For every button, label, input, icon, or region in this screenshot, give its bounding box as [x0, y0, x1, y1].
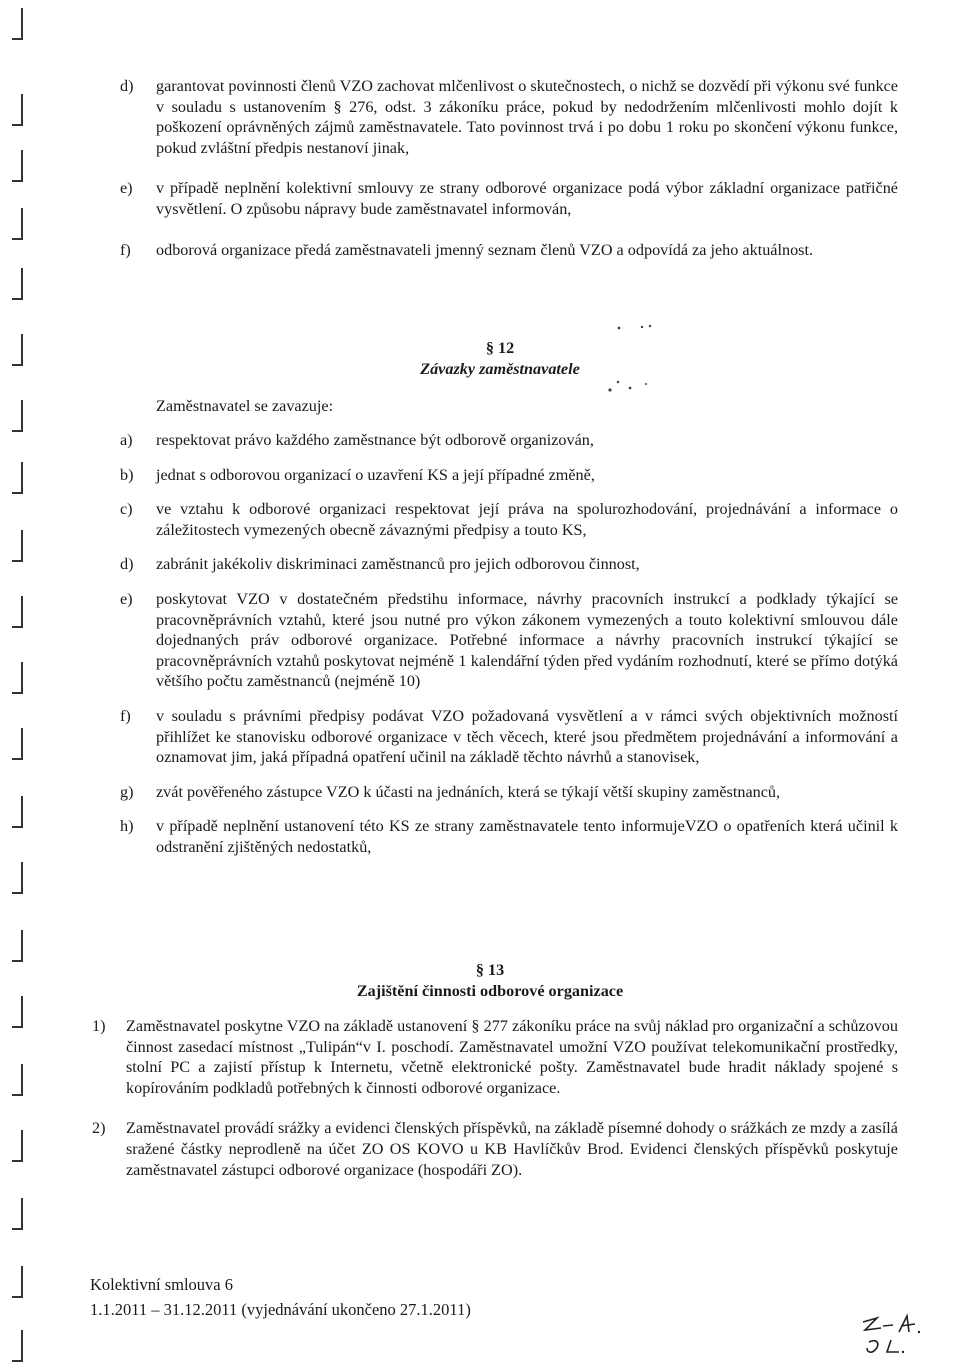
- list-marker: d): [120, 555, 134, 574]
- list-item-text: Zaměstnavatel poskytne VZO na základě ustanovení § 277 zákoníku práce na svůj náklad pro organizační a schůzovou činnost zasedací místnost „Tulipán“v I. poschodí. Zaměstnavatel umožní VZO používat telekomunikační prostředky, stolní PC a zajistí přístup k Internetu, včetně elektronické pošty. Zaměstnavatel bude hradit náklady spojené s kopírováním podkladů potřebných k činnosti odborové organizace.: [126, 1017, 898, 1097]
- section-13-heading: [10, 960, 960, 1001]
- list-marker: f): [120, 706, 131, 725]
- handwritten-initials: [855, 1308, 935, 1358]
- list-item: [120, 816, 898, 857]
- section-title: Závazky zaměstnavatele: [420, 359, 580, 378]
- list-item-text: v případě neplnění ustanovení této KS ze strany zaměstnavatele tento informujeVZO o opatřeních která učinil k odstranění zjištěných nedostatků,: [156, 817, 898, 856]
- section-number: § 13: [475, 961, 505, 979]
- list-marker: a): [120, 431, 133, 449]
- list-marker: 2): [92, 1119, 106, 1138]
- list-marker: e): [120, 179, 133, 198]
- list-item: [120, 76, 898, 158]
- footer-validity-period: 1.1.2011 – 31.12.2011 (vyjednávání ukončeno 27.1.2011): [90, 1300, 471, 1319]
- list-item: [120, 782, 898, 803]
- list-item: [120, 499, 898, 540]
- list-item: [92, 1016, 898, 1098]
- list-marker: d): [120, 77, 134, 95]
- union-activity-list: [92, 1016, 898, 1180]
- list-item: [120, 554, 898, 575]
- list-item: [120, 178, 898, 219]
- list-item: [92, 1118, 898, 1180]
- list-item-text: odborová organizace předá zaměstnavateli jmenný seznam členů VZO a odpovídá za jeho aktuálnost.: [156, 240, 814, 259]
- obligations-list-continued: [120, 76, 898, 260]
- section-number: § 12: [485, 339, 515, 357]
- list-item-text: v případě neplnění kolektivní smlouvy ze strany odborové organizace podá výbor základní organizace patřičné vysvětlení. O způsobu nápravy bude zaměstnavatel informován,: [156, 179, 898, 218]
- section-12-heading: [20, 338, 960, 379]
- list-item-text: poskytovat VZO v dostatečném předstihu informace, návrhy pracovních instrukcí a podklady týkající se pracovněprávních vztahů, které jsou nutné pro výkon zákonem vymezených a touto kolektivní smlouvou dále dojednaných práv odborové organizace. Potřebné informace a návrhy pracovních instrukcí týkající se pracovněprávních vztahů poskytovat nejméně 1 kalendářní týden před vydáním rozhodnutí, které se přímo dotýká většího počtu zaměstnanců (nejméně 10): [156, 589, 898, 691]
- margin-binding-marks: [0, 0, 40, 1364]
- list-item-text: respektovat právo každého zaměstnance být odborově organizován,: [156, 431, 594, 449]
- list-item: [120, 465, 898, 486]
- list-marker: c): [120, 500, 133, 519]
- list-marker: f): [120, 240, 131, 259]
- list-item: [120, 430, 898, 451]
- list-marker: 1): [92, 1017, 106, 1035]
- list-marker: b): [120, 465, 134, 484]
- list-item: [120, 240, 898, 261]
- list-item-text: zabránit jakékoliv diskriminaci zaměstnanců pro jejich odborovou činnost,: [156, 555, 640, 574]
- list-item-text: jednat s odborovou organizací o uzavření KS a její případné změně,: [156, 465, 595, 484]
- section-intro: Zaměstnavatel se zavazuje:: [156, 397, 334, 415]
- list-item-text: ve vztahu k odborové organizaci respektovat její práva na spolurozhodování, projednávání a informace o záležitostech vymezených obecně závaznými předpisy a touto KS,: [156, 500, 898, 539]
- list-item-text: v souladu s právními předpisy podávat VZO požadovaná vysvětlení a v rámci svých objektivních možností přihlížet ke stanovisku odborové organizace v těch věcech, které jsou předmětem projednávání a informování a oznamovat jim, jaká případná opatření učinil na základě těchto návrhů a stanovisek,: [156, 706, 898, 767]
- employer-obligations-list: [120, 430, 898, 858]
- list-item-text: zvát pověřeného zástupce VZO k účasti na jednáních, která se týkají větší skupiny zaměstnanců,: [156, 782, 781, 801]
- list-item-text: Zaměstnavatel provádí srážky a evidenci členských příspěvků, na základě písemné dohody o srážkách ze mzdy a zasílá sražené částky neprodleně na účet ZO OS KOVO u KB Havlíčkův Brod. Evidenci členských příspěvků poskytuje zaměstnavatel zástupci odborové organizace (hospodáři ZO).: [126, 1119, 898, 1179]
- section-title: Zajištění činnosti odborové organizace: [356, 981, 624, 1000]
- list-marker: g): [120, 782, 134, 801]
- list-marker: e): [120, 589, 133, 608]
- list-item: [120, 589, 898, 692]
- list-item: [120, 706, 898, 768]
- page-footer: [90, 1272, 471, 1322]
- list-item-text: garantovat povinnosti členů VZO zachovat mlčenlivost o skutečnostech, o nichž se dozvědí při výkonu své funkce v souladu s ustanovením § 276, odst. 3 zákoníku práce, pokud by nedodržením mlčenlivosti mohlo dojít k poškození oprávněných zájmů zaměstnavatele. Tato povinnost trvá i po dobu 1 roku po skončení výkonu funkce, pokud zvláštní předpis nestanoví jinak,: [156, 77, 898, 157]
- footer-document-title: Kolektivní smlouva 6: [90, 1275, 233, 1294]
- list-marker: h): [120, 817, 134, 836]
